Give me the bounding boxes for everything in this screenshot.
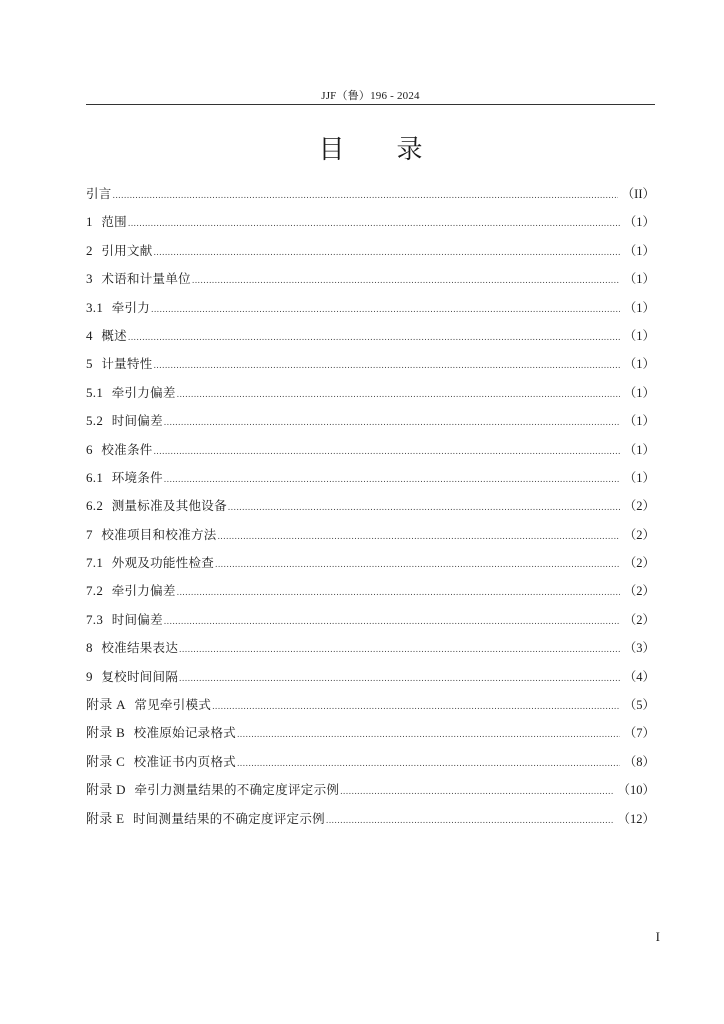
toc-dot-leader <box>237 749 620 777</box>
toc-dot-leader <box>192 266 620 294</box>
toc-entry-label <box>86 719 236 747</box>
toc-entry-text: 术语和计量单位 <box>101 271 191 287</box>
toc-dot-leader <box>340 777 613 805</box>
toc-entry-page: （2） <box>623 612 655 627</box>
toc-entry-text: 计量特性 <box>101 356 153 372</box>
toc-entry-page: （1） <box>623 243 655 258</box>
toc-entry-page: （1） <box>623 442 655 457</box>
toc-dot-leader <box>237 720 620 748</box>
toc-entry-number: 6.2 <box>86 498 104 514</box>
toc-entry-text: 牵引力偏差 <box>111 583 176 599</box>
toc-entry-label <box>86 691 211 719</box>
toc-entry-number: 1 <box>86 214 93 230</box>
toc-entry-label <box>86 577 176 605</box>
toc-entry-label <box>86 748 236 776</box>
toc-dot-leader <box>218 522 620 550</box>
toc-dot-leader <box>228 493 620 521</box>
toc-entry-page: （4） <box>623 669 655 684</box>
toc-entry-page: （2） <box>623 584 655 599</box>
toc-entry-text: 校准项目和校准方法 <box>101 526 217 542</box>
toc-entry[interactable] <box>86 663 655 691</box>
toc-entry[interactable] <box>86 805 655 833</box>
toc-entry-text: 环境条件 <box>111 469 163 485</box>
toc-entry[interactable] <box>86 549 655 577</box>
toc-entry-page: （1） <box>623 414 655 429</box>
toc-entry-number: 6 <box>86 441 93 457</box>
toc-entry[interactable] <box>86 180 655 208</box>
toc-dot-leader <box>154 437 620 465</box>
toc-entry[interactable] <box>86 407 655 435</box>
toc-entry-number: 9 <box>86 668 93 684</box>
toc-dot-leader <box>154 238 620 266</box>
toc-entry[interactable] <box>86 606 655 634</box>
toc-entry-number: 附录 C <box>86 753 126 769</box>
toc-dot-leader <box>128 323 620 351</box>
toc-dot-leader <box>164 408 620 436</box>
toc-entry[interactable] <box>86 577 655 605</box>
toc-entry-text: 复校时间间隔 <box>101 668 179 684</box>
toc-entry-number: 6.1 <box>86 469 104 485</box>
toc-entry-page: （1） <box>623 328 655 343</box>
toc-entry-text: 牵引力偏差 <box>111 384 176 400</box>
toc-dot-leader <box>128 209 620 237</box>
toc-entry-label <box>86 521 217 549</box>
toc-entry-text: 测量标准及其他设备 <box>111 498 227 514</box>
toc-dot-leader <box>164 465 620 493</box>
toc-entry[interactable] <box>86 350 655 378</box>
toc-entry-number: 4 <box>86 327 93 343</box>
toc-entry[interactable] <box>86 322 655 350</box>
toc-entry-page: （2） <box>623 499 655 514</box>
toc-entry-number: 3.1 <box>86 299 104 315</box>
toc-entry[interactable] <box>86 265 655 293</box>
toc-dot-leader <box>326 806 614 834</box>
header-divider <box>86 104 655 105</box>
page-number: I <box>655 929 660 944</box>
toc-entry-page: （12） <box>617 811 655 826</box>
toc-entry-label <box>86 663 178 691</box>
toc-entry-number: 附录 D <box>86 782 126 798</box>
toc-entry-label <box>86 606 163 634</box>
toc-entry-label <box>86 436 153 464</box>
toc-entry-text: 范围 <box>101 214 127 230</box>
toc-entry-number: 7.2 <box>86 583 104 599</box>
toc-title: 目录 <box>318 135 475 165</box>
toc-dot-leader <box>215 550 620 578</box>
toc-entry[interactable] <box>86 719 655 747</box>
toc-entry[interactable] <box>86 521 655 549</box>
toc-entry-label <box>86 492 227 520</box>
toc-entry-page: （5） <box>623 698 655 713</box>
toc-entry-text: 校准结果表达 <box>101 640 179 656</box>
toc-entry-number: 附录 B <box>86 725 126 741</box>
toc-dot-leader <box>177 578 620 606</box>
toc-entry-number: 8 <box>86 640 93 656</box>
toc-entry[interactable] <box>86 776 655 804</box>
toc-entry-page: （1） <box>623 215 655 230</box>
toc-entry-label <box>86 294 150 322</box>
toc-entry-text: 校准条件 <box>101 441 153 457</box>
toc-entry-page: （1） <box>623 357 655 372</box>
toc-entry-page: （2） <box>623 556 655 571</box>
toc-entry-number: 5 <box>86 356 93 372</box>
toc-dot-leader <box>113 181 618 209</box>
toc-entry-label <box>86 464 163 492</box>
toc-entry[interactable] <box>86 436 655 464</box>
toc-entry-text: 外观及功能性检查 <box>111 555 215 571</box>
toc-entry-number: 7 <box>86 526 93 542</box>
toc-entry-text: 概述 <box>101 327 127 343</box>
toc-entry[interactable] <box>86 208 655 236</box>
toc-entry-label <box>86 208 127 236</box>
toc-entry-number: 7.3 <box>86 611 104 627</box>
toc-dot-leader <box>179 635 620 663</box>
toc-entry-text: 校准原始记录格式 <box>133 725 237 741</box>
toc-entry-text: 牵引力测量结果的不确定度评定示例 <box>134 782 340 798</box>
toc-entry-text: 时间偏差 <box>111 413 163 429</box>
toc-entry-label <box>86 407 163 435</box>
toc-entry-label <box>86 237 153 265</box>
toc-entry[interactable] <box>86 748 655 776</box>
toc-entry-label <box>86 265 191 293</box>
toc-entry-number: 5.1 <box>86 384 104 400</box>
toc-entry-text: 时间测量结果的不确定度评定示例 <box>132 810 325 826</box>
toc-entry-label <box>86 805 325 833</box>
toc-dot-leader <box>212 692 620 720</box>
toc-entry-text: 引言 <box>86 186 112 201</box>
toc-entry-number: 2 <box>86 242 93 258</box>
toc-dot-leader <box>179 664 620 692</box>
toc-entry[interactable] <box>86 634 655 662</box>
toc-entry[interactable] <box>86 464 655 492</box>
toc-entry-page: （1） <box>623 272 655 287</box>
toc-entry-page: （II） <box>621 187 655 201</box>
toc-entry[interactable] <box>86 379 655 407</box>
toc-entry-label <box>86 180 112 208</box>
toc-entry-number: 3 <box>86 271 93 287</box>
toc-entry-number: 附录 E <box>86 810 125 826</box>
toc-dot-leader <box>151 295 620 323</box>
toc-entry-text: 常见牵引模式 <box>134 697 212 713</box>
toc-dot-leader <box>154 351 620 379</box>
toc-dot-leader <box>164 607 620 635</box>
toc-entry-text: 牵引力 <box>111 299 151 315</box>
toc-entry[interactable] <box>86 237 655 265</box>
table-of-contents <box>86 180 655 833</box>
toc-entry-page: （7） <box>623 726 655 741</box>
toc-entry[interactable] <box>86 294 655 322</box>
toc-dot-leader <box>177 380 620 408</box>
toc-entry-label <box>86 549 214 577</box>
toc-entry-page: （2） <box>623 527 655 542</box>
toc-entry[interactable] <box>86 492 655 520</box>
toc-entry-text: 引用文献 <box>101 242 153 258</box>
toc-entry-number: 附录 A <box>86 697 126 713</box>
toc-entry-number: 7.1 <box>86 555 104 571</box>
toc-entry-page: （3） <box>623 641 655 656</box>
toc-entry-page: （8） <box>623 754 655 769</box>
toc-entry-page: （1） <box>623 300 655 315</box>
toc-entry-page: （1） <box>623 385 655 400</box>
toc-entry-text: 校准证书内页格式 <box>133 753 237 769</box>
toc-entry-label <box>86 350 153 378</box>
toc-entry-number: 5.2 <box>86 413 104 429</box>
toc-entry-text: 时间偏差 <box>111 611 163 627</box>
toc-entry-label <box>86 776 339 804</box>
toc-entry-label <box>86 634 178 662</box>
document-code-header: JJF（鲁）196 - 2024 <box>321 90 420 102</box>
toc-entry[interactable] <box>86 691 655 719</box>
toc-entry-page: （1） <box>623 470 655 485</box>
toc-entry-label <box>86 379 176 407</box>
toc-entry-page: （10） <box>617 783 655 798</box>
toc-entry-label <box>86 322 127 350</box>
